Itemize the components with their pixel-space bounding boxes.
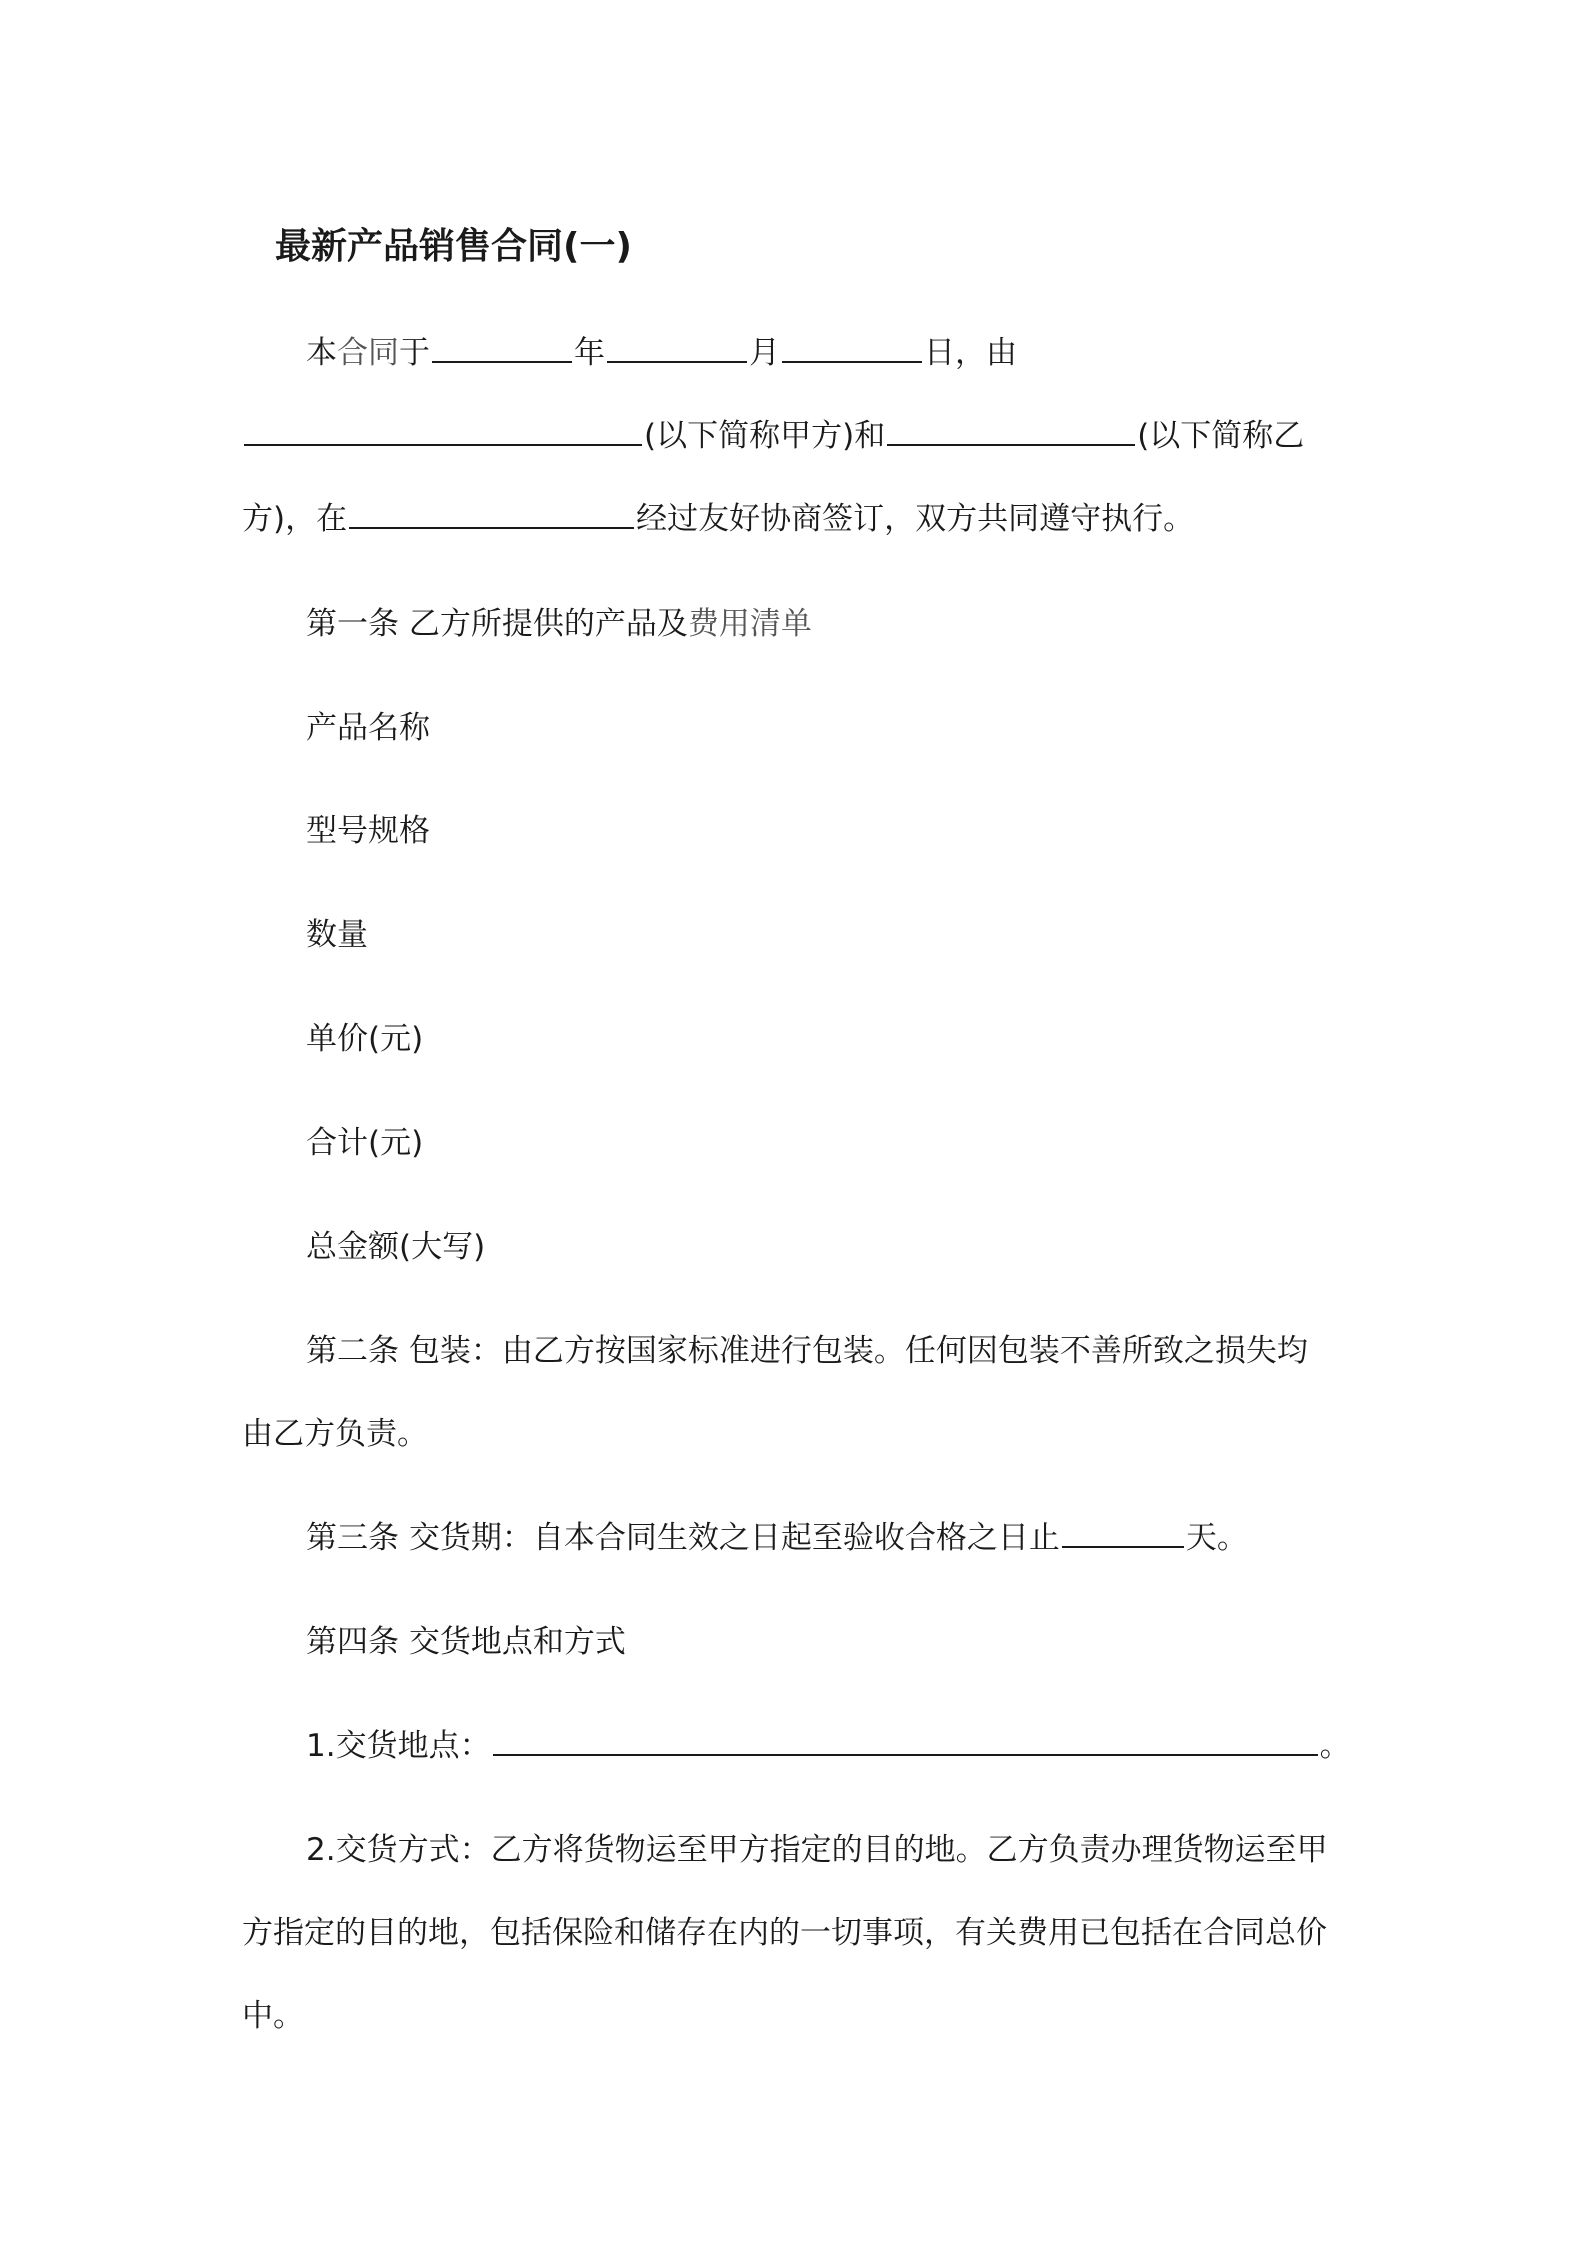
item-subtotal: 合计(元): [306, 1125, 424, 1161]
party-a-blank: [244, 414, 642, 446]
item-quantity: 数量: [306, 917, 368, 953]
intro-month: 月: [749, 335, 780, 371]
year-blank: [432, 331, 572, 363]
intro-year: 年: [574, 335, 605, 371]
intro-yu: 于: [399, 335, 430, 371]
delivery-place-end: 。: [1319, 1728, 1351, 1764]
intro-day: 日，由: [924, 335, 1017, 371]
party-b-blank: [887, 414, 1135, 446]
intro-closing: 经过友好协商签订，双方共同遵守执行。: [636, 501, 1195, 537]
party-b-label: (以下简称乙: [1137, 418, 1305, 454]
intro-line-1: [306, 330, 1017, 376]
delivery-place: [306, 1723, 1351, 1769]
day-blank: [782, 331, 922, 363]
article-3: [306, 1515, 1248, 1561]
intro-line-2: [242, 413, 1304, 459]
article-1-heading: [306, 601, 812, 647]
intro-line-3: [242, 496, 1194, 542]
party-a-label: (以下简称甲方)和: [644, 418, 886, 454]
article-3-text: 第三条 交货期：自本合同生效之日起至验收合格之日止: [306, 1520, 1060, 1556]
item-model-spec: 型号规格: [306, 813, 430, 849]
item-unit-price: 单价(元): [306, 1021, 424, 1057]
place-blank: [349, 497, 634, 529]
intro-contract-word: 合同: [337, 335, 399, 371]
delivery-place-label: 1.交货地点：: [306, 1728, 491, 1764]
item-product-name: 产品名称: [306, 710, 430, 746]
intro-place-label: 方)，在: [242, 501, 348, 537]
item-total-amount: 总金额(大写): [306, 1229, 486, 1265]
article-2-line-1: 第二条 包装：由乙方按国家标准进行包装。任何因包装不善所致之损失均: [306, 1333, 1308, 1369]
delivery-method-line-1: 2.交货方式：乙方将货物运至甲方指定的目的地。乙方负责办理货物运至甲: [306, 1832, 1328, 1868]
delivery-method-line-2: 方指定的目的地，包括保险和储存在内的一切事项，有关费用已包括在合同总价: [242, 1915, 1327, 1951]
intro-prefix: 本: [306, 335, 337, 371]
document-title: 最新产品销售合同(一): [275, 226, 632, 267]
article-1-heading-gray: 费用清单: [687, 606, 812, 642]
article-4-heading: 第四条 交货地点和方式: [306, 1624, 626, 1660]
delivery-method-line-3: 中。: [242, 1998, 304, 2034]
month-blank: [607, 331, 747, 363]
article-1-heading-text: 第一条 乙方所提供的产品及: [306, 606, 688, 642]
delivery-place-blank: [493, 1724, 1318, 1756]
article-3-suffix: 天。: [1185, 1520, 1248, 1556]
article-2-line-2: 由乙方负责。: [242, 1416, 428, 1452]
delivery-days-blank: [1062, 1516, 1184, 1548]
